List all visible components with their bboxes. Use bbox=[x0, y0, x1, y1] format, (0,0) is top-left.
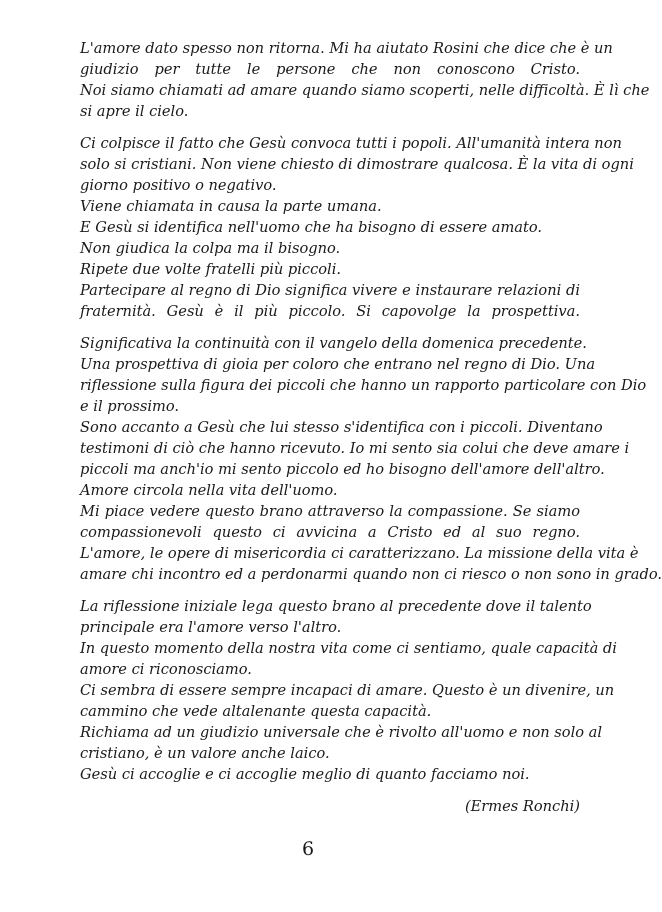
text-line: giudizio per tutte le persone che non conoscono Cristo. bbox=[80, 61, 580, 78]
page-number: 6 bbox=[301, 838, 315, 860]
text-line: Partecipare al regno di Dio significa vivere e instaurare relazioni di bbox=[80, 282, 580, 299]
text-line: compassionevoli questo ci avvicina a Cristo ed al suo regno. bbox=[80, 524, 580, 541]
text-line: Viene chiamata in causa la parte umana. bbox=[80, 198, 382, 215]
text-line: e il prossimo. bbox=[80, 398, 180, 415]
text-line: piccoli ma anch'io mi sento piccolo ed ho bisogno dell'amore dell'altro. bbox=[80, 461, 605, 478]
text-line: riflessione sulla figura dei piccoli che hanno un rapporto particolare con Dio bbox=[80, 377, 647, 394]
text-line: Gesù ci accoglie e ci accoglie meglio di quanto facciamo noi. bbox=[80, 766, 530, 783]
text-line: In questo momento della nostra vita come ci sentiamo, quale capacità di bbox=[80, 640, 617, 657]
text-line: Mi piace vedere questo brano attraverso la compassione. Se siamo bbox=[80, 503, 580, 520]
text-line: L'amore, le opere di misericordia ci caratterizzano. La missione della vita è bbox=[80, 545, 639, 562]
text-line: Non giudica la colpa ma il bisogno. bbox=[80, 240, 341, 257]
text-line: Sono accanto a Gesù che lui stesso s'identifica con i piccoli. Diventano bbox=[80, 419, 603, 436]
text-line: E Gesù si identifica nell'uomo che ha bisogno di essere amato. bbox=[80, 219, 543, 236]
paragraph bbox=[80, 133, 634, 322]
paragraph bbox=[80, 38, 650, 122]
text-line: Noi siamo chiamati ad amare quando siamo scoperti, nelle difficoltà. È lì che bbox=[80, 82, 650, 99]
text-line: cristiano, è un valore anche laico. bbox=[80, 745, 330, 762]
text-line: Ripete due volte fratelli più piccoli. bbox=[80, 261, 342, 278]
text-line: Significativa la continuità con il vangelo della domenica precedente. bbox=[80, 335, 587, 352]
text-line: amore ci riconosciamo. bbox=[80, 661, 252, 678]
body-text bbox=[80, 38, 662, 785]
author-signature: (Ermes Ronchi) bbox=[464, 798, 580, 815]
text-line: Richiama ad un giudizio universale che è rivolto all'uomo e non solo al bbox=[80, 724, 603, 741]
text-line: Ci colpisce il fatto che Gesù convoca tutti i popoli. All'umanità intera non bbox=[80, 135, 622, 152]
document-page bbox=[80, 38, 662, 817]
text-line: amare chi incontro ed a perdonarmi quando non ci riesco o non sono in grado. bbox=[80, 566, 662, 583]
text-line: solo si cristiani. Non viene chiesto di dimostrare qualcosa. È la vita di ogni bbox=[80, 156, 634, 173]
text-line: La riflessione iniziale lega questo brano al precedente dove il talento bbox=[80, 598, 592, 615]
paragraph bbox=[80, 596, 617, 785]
text-line: Amore circola nella vita dell'uomo. bbox=[80, 482, 338, 499]
text-line: testimoni di ciò che hanno ricevuto. Io mi sento sia colui che deve amare i bbox=[80, 440, 630, 457]
text-line: Ci sembra di essere sempre incapaci di amare. Questo è un divenire, un bbox=[80, 682, 615, 699]
text-line: principale era l'amore verso l'altro. bbox=[80, 619, 342, 636]
text-line: L'amore dato spesso non ritorna. Mi ha aiutato Rosini che dice che è un bbox=[80, 40, 613, 57]
text-line: Una prospettiva di gioia per coloro che entrano nel regno di Dio. Una bbox=[80, 356, 596, 373]
paragraph bbox=[80, 333, 662, 585]
text-line: cammino che vede altalenante questa capacità. bbox=[80, 703, 432, 720]
text-line: giorno positivo o negativo. bbox=[80, 177, 277, 194]
text-line: fraternità. Gesù è il più piccolo. Si capovolge la prospettiva. bbox=[80, 303, 580, 320]
text-line: si apre il cielo. bbox=[80, 103, 189, 120]
